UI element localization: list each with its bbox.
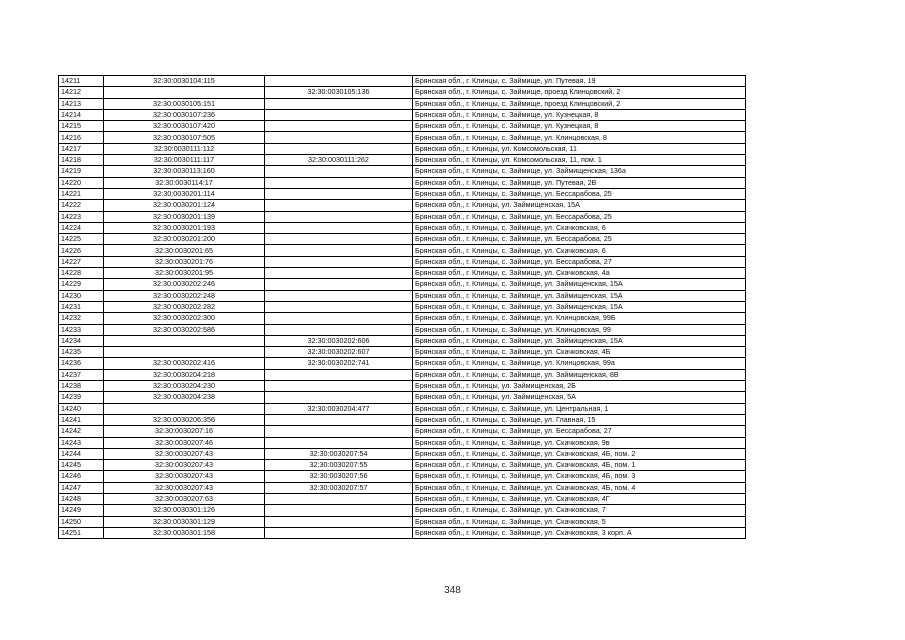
cell-record-number: 14243 — [59, 437, 104, 448]
cell-address: Брянская обл., г. Клинцы, ул. Займищенская, 5А — [413, 392, 746, 403]
table-row — [59, 121, 746, 132]
cell-record-number: 14222 — [59, 200, 104, 211]
table-row — [59, 527, 746, 538]
cell-premises-cadastral-number: 32:30:0030105:136 — [265, 87, 413, 98]
cell-cadastral-number — [104, 347, 265, 358]
cell-record-number: 14229 — [59, 279, 104, 290]
cell-address: Брянская обл., г. Клинцы, с. Займище, ул. Скачковская, 7 — [413, 505, 746, 516]
cell-address: Брянская обл., г. Клинцы, с. Займище, ул. Скачковская, 4Б, пом. 1 — [413, 460, 746, 471]
cell-address: Брянская обл., г. Клинцы, с. Займище, ул. Скачковская, 6 — [413, 222, 746, 233]
cell-premises-cadastral-number — [265, 132, 413, 143]
table-row — [59, 381, 746, 392]
cell-record-number: 14226 — [59, 245, 104, 256]
table-row — [59, 211, 746, 222]
table-row — [59, 448, 746, 459]
cell-record-number: 14220 — [59, 177, 104, 188]
cell-record-number: 14231 — [59, 301, 104, 312]
cell-record-number: 14214 — [59, 109, 104, 120]
cell-premises-cadastral-number — [265, 392, 413, 403]
cell-premises-cadastral-number — [265, 324, 413, 335]
cell-record-number: 14225 — [59, 234, 104, 245]
table-row — [59, 290, 746, 301]
cell-cadastral-number: 32:30:0030301:126 — [104, 505, 265, 516]
cell-address: Брянская обл., г. Клинцы, с. Займище, ул. Займищенская, 136а — [413, 166, 746, 177]
table-row — [59, 313, 746, 324]
cell-cadastral-number: 32:30:0030204:238 — [104, 392, 265, 403]
table-row — [59, 143, 746, 154]
cell-record-number: 14236 — [59, 358, 104, 369]
cell-premises-cadastral-number — [265, 290, 413, 301]
cell-address: Брянская обл., г. Клинцы, ул. Займищенская, 15А — [413, 200, 746, 211]
cell-premises-cadastral-number — [265, 268, 413, 279]
cell-premises-cadastral-number — [265, 369, 413, 380]
cell-address: Брянская обл., г. Клинцы, ул. Комсомольская, 11, пом. 1 — [413, 155, 746, 166]
cell-record-number: 14238 — [59, 381, 104, 392]
cell-cadastral-number: 32:30:0030201:200 — [104, 234, 265, 245]
cell-cadastral-number: 32:30:0030206:356 — [104, 414, 265, 425]
cell-premises-cadastral-number — [265, 222, 413, 233]
cell-address: Брянская обл., г. Клинцы, с. Займище, проезд Клинцовский, 2 — [413, 87, 746, 98]
registry-table-body — [59, 76, 746, 539]
cell-record-number: 14251 — [59, 527, 104, 538]
cell-cadastral-number: 32:30:0030207:46 — [104, 437, 265, 448]
cell-record-number: 14248 — [59, 493, 104, 504]
table-row — [59, 414, 746, 425]
cell-record-number: 14221 — [59, 188, 104, 199]
page-number: 348 — [444, 585, 461, 596]
cell-cadastral-number: 32:30:0030301:129 — [104, 516, 265, 527]
table-row — [59, 268, 746, 279]
cell-premises-cadastral-number: 32:30:0030207:54 — [265, 448, 413, 459]
table-row — [59, 279, 746, 290]
cell-cadastral-number: 32:30:0030201:65 — [104, 245, 265, 256]
table-row — [59, 166, 746, 177]
cell-address: Брянская обл., г. Клинцы, с. Займище, ул. Займищенская, 8В — [413, 369, 746, 380]
cell-premises-cadastral-number — [265, 437, 413, 448]
cell-premises-cadastral-number — [265, 505, 413, 516]
cell-address: Брянская обл., г. Клинцы, с. Займище, ул. Скачковская, 3 корп. А — [413, 527, 746, 538]
cell-premises-cadastral-number — [265, 177, 413, 188]
cell-cadastral-number: 32:30:0030201:139 — [104, 211, 265, 222]
cell-premises-cadastral-number — [265, 200, 413, 211]
cell-address: Брянская обл., г. Клинцы, с. Займище, ул. Скачковская, 4Б, пом. 2 — [413, 448, 746, 459]
cell-cadastral-number: 32:30:0030113:160 — [104, 166, 265, 177]
cell-cadastral-number: 32:30:0030201:124 — [104, 200, 265, 211]
cell-address: Брянская обл., г. Клинцы, с. Займище, ул. Бессарабова, 25 — [413, 234, 746, 245]
table-row — [59, 245, 746, 256]
cell-cadastral-number: 32:30:0030107:420 — [104, 121, 265, 132]
cell-record-number: 14232 — [59, 313, 104, 324]
table-row — [59, 188, 746, 199]
cell-address: Брянская обл., г. Клинцы, с. Займище, ул. Клинцовская, 8 — [413, 132, 746, 143]
cell-address: Брянская обл., г. Клинцы, с. Займище, ул. Скачковская, 4а — [413, 268, 746, 279]
cell-address: Брянская обл., г. Клинцы, с. Займище, ул. Бессарабова, 25 — [413, 211, 746, 222]
cell-record-number: 14224 — [59, 222, 104, 233]
cell-address: Брянская обл., г. Клинцы, с. Займище, проезд Клинцовский, 2 — [413, 98, 746, 109]
cell-record-number: 14249 — [59, 505, 104, 516]
cell-premises-cadastral-number — [265, 211, 413, 222]
cell-premises-cadastral-number — [265, 121, 413, 132]
cell-premises-cadastral-number — [265, 301, 413, 312]
cell-premises-cadastral-number — [265, 414, 413, 425]
table-row — [59, 324, 746, 335]
cell-record-number: 14215 — [59, 121, 104, 132]
cell-record-number: 14242 — [59, 426, 104, 437]
cell-premises-cadastral-number: 32:30:0030207:55 — [265, 460, 413, 471]
cell-cadastral-number — [104, 403, 265, 414]
cell-record-number: 14227 — [59, 256, 104, 267]
cell-premises-cadastral-number — [265, 279, 413, 290]
cell-record-number: 14246 — [59, 471, 104, 482]
cell-address: Брянская обл., г. Клинцы, с. Займище, ул. Займищенская, 15А — [413, 301, 746, 312]
cell-record-number: 14211 — [59, 76, 104, 87]
cell-cadastral-number: 32:30:0030201:193 — [104, 222, 265, 233]
cell-address: Брянская обл., г. Клинцы, с. Займище, ул. Скачковская, 4Б, пом. 4 — [413, 482, 746, 493]
cell-address: Брянская обл., г. Клинцы, с. Займище, ул. Займищенская, 15А — [413, 279, 746, 290]
cell-address: Брянская обл., г. Клинцы, ул. Комсомольская, 11 — [413, 143, 746, 154]
cell-cadastral-number: 32:30:0030105:151 — [104, 98, 265, 109]
cell-record-number: 14219 — [59, 166, 104, 177]
cell-record-number: 14223 — [59, 211, 104, 222]
cell-premises-cadastral-number: 32:30:0030111:262 — [265, 155, 413, 166]
cell-record-number: 14250 — [59, 516, 104, 527]
cell-cadastral-number: 32:30:0030202:246 — [104, 279, 265, 290]
cell-record-number: 14235 — [59, 347, 104, 358]
cell-premises-cadastral-number — [265, 188, 413, 199]
cell-cadastral-number: 32:30:0030207:43 — [104, 460, 265, 471]
table-row — [59, 132, 746, 143]
table-row — [59, 471, 746, 482]
cell-address: Брянская обл., г. Клинцы, с. Займище, ул. Кузнецкая, 8 — [413, 121, 746, 132]
cell-cadastral-number: 32:30:0030111:112 — [104, 143, 265, 154]
cell-premises-cadastral-number: 32:30:0030202:607 — [265, 347, 413, 358]
cell-address: Брянская обл., г. Клинцы, с. Займище, ул. Скачковская, 9в — [413, 437, 746, 448]
cell-cadastral-number: 32:30:0030202:586 — [104, 324, 265, 335]
cell-premises-cadastral-number: 32:30:0030204:477 — [265, 403, 413, 414]
cell-record-number: 14230 — [59, 290, 104, 301]
cell-record-number: 14213 — [59, 98, 104, 109]
cell-address: Брянская обл., г. Клинцы, с. Займище, ул. Бессарабова, 25 — [413, 188, 746, 199]
table-row — [59, 369, 746, 380]
cell-cadastral-number: 32:30:0030202:416 — [104, 358, 265, 369]
table-row — [59, 392, 746, 403]
cell-premises-cadastral-number — [265, 313, 413, 324]
cell-premises-cadastral-number — [265, 245, 413, 256]
cell-premises-cadastral-number — [265, 76, 413, 87]
cell-address: Брянская обл., г. Клинцы, с. Займище, ул. Клинцовская, 99 — [413, 324, 746, 335]
cell-cadastral-number — [104, 87, 265, 98]
cell-cadastral-number: 32:30:0030201:114 — [104, 188, 265, 199]
table-row — [59, 109, 746, 120]
cell-address: Брянская обл., г. Клинцы, с. Займище, ул. Скачковская, 4Б, пом. 3 — [413, 471, 746, 482]
cell-record-number: 14240 — [59, 403, 104, 414]
cell-record-number: 14245 — [59, 460, 104, 471]
cell-premises-cadastral-number — [265, 381, 413, 392]
cell-cadastral-number: 32:30:0030201:76 — [104, 256, 265, 267]
cell-record-number: 14239 — [59, 392, 104, 403]
cell-address: Брянская обл., г. Клинцы, с. Займище, ул. Путевая, 19 — [413, 76, 746, 87]
table-row — [59, 516, 746, 527]
table-row — [59, 177, 746, 188]
table-row — [59, 482, 746, 493]
table-row — [59, 335, 746, 346]
cell-cadastral-number: 32:30:0030207:43 — [104, 482, 265, 493]
table-row — [59, 256, 746, 267]
cell-cadastral-number: 32:30:0030204:218 — [104, 369, 265, 380]
table-row — [59, 493, 746, 504]
cell-cadastral-number: 32:30:0030301:158 — [104, 527, 265, 538]
cell-address: Брянская обл., г. Клинцы, с. Займище, ул. Бессарабова, 27 — [413, 256, 746, 267]
table-row — [59, 347, 746, 358]
cell-address: Брянская обл., г. Клинцы, с. Займище, ул. Клинцовская, 99а — [413, 358, 746, 369]
cell-premises-cadastral-number — [265, 98, 413, 109]
cell-address: Брянская обл., г. Клинцы, с. Займище, ул. Займищенская, 15А — [413, 335, 746, 346]
cell-cadastral-number: 32:30:0030104:115 — [104, 76, 265, 87]
cell-record-number: 14218 — [59, 155, 104, 166]
cell-cadastral-number: 32:30:0030207:43 — [104, 471, 265, 482]
cell-record-number: 14216 — [59, 132, 104, 143]
cell-address: Брянская обл., г. Клинцы, с. Займище, ул. Клинцовская, 99Б — [413, 313, 746, 324]
cell-premises-cadastral-number — [265, 256, 413, 267]
cell-premises-cadastral-number — [265, 493, 413, 504]
cell-premises-cadastral-number: 32:30:0030202:741 — [265, 358, 413, 369]
cell-record-number: 14228 — [59, 268, 104, 279]
cell-cadastral-number: 32:30:0030202:282 — [104, 301, 265, 312]
cell-cadastral-number: 32:30:0030114:17 — [104, 177, 265, 188]
cell-address: Брянская обл., г. Клинцы, с. Займище, ул. Скачковская, 6 — [413, 245, 746, 256]
table-row — [59, 505, 746, 516]
cell-premises-cadastral-number — [265, 516, 413, 527]
cell-cadastral-number: 32:30:0030202:300 — [104, 313, 265, 324]
registry-table — [58, 75, 746, 539]
cell-address: Брянская обл., г. Клинцы, с. Займище, ул. Путевая, 2В — [413, 177, 746, 188]
cell-premises-cadastral-number: 32:30:0030202:606 — [265, 335, 413, 346]
table-row — [59, 200, 746, 211]
cell-record-number: 14233 — [59, 324, 104, 335]
cell-address: Брянская обл., г. Клинцы, ул. Займищенская, 2Б — [413, 381, 746, 392]
table-row — [59, 301, 746, 312]
cell-cadastral-number: 32:30:0030204:230 — [104, 381, 265, 392]
table-row — [59, 403, 746, 414]
cell-address: Брянская обл., г. Клинцы, с. Займище, ул. Займищенская, 15А — [413, 290, 746, 301]
cell-cadastral-number: 32:30:0030111:117 — [104, 155, 265, 166]
cell-record-number: 14247 — [59, 482, 104, 493]
cell-address: Брянская обл., г. Клинцы, с. Займище, ул. Кузнецкая, 8 — [413, 109, 746, 120]
table-row — [59, 460, 746, 471]
table-row — [59, 98, 746, 109]
cell-cadastral-number: 32:30:0030107:236 — [104, 109, 265, 120]
cell-cadastral-number: 32:30:0030207:43 — [104, 448, 265, 459]
table-row — [59, 87, 746, 98]
table-row — [59, 437, 746, 448]
cell-cadastral-number: 32:30:0030201:95 — [104, 268, 265, 279]
cell-address: Брянская обл., г. Клинцы, с. Займище, ул. Бессарабова, 27 — [413, 426, 746, 437]
cell-premises-cadastral-number — [265, 527, 413, 538]
cell-premises-cadastral-number — [265, 109, 413, 120]
cell-address: Брянская обл., г. Клинцы, с. Займище, ул. Центральная, 1 — [413, 403, 746, 414]
cell-address: Брянская обл., г. Клинцы, с. Займище, ул. Скачковская, 5 — [413, 516, 746, 527]
cell-record-number: 14234 — [59, 335, 104, 346]
table-row — [59, 426, 746, 437]
cell-cadastral-number: 32:30:0030202:248 — [104, 290, 265, 301]
table-row — [59, 222, 746, 233]
cell-record-number: 14241 — [59, 414, 104, 425]
table-row — [59, 76, 746, 87]
cell-premises-cadastral-number — [265, 143, 413, 154]
cell-record-number: 14244 — [59, 448, 104, 459]
cell-premises-cadastral-number — [265, 426, 413, 437]
cell-premises-cadastral-number — [265, 166, 413, 177]
cell-record-number: 14217 — [59, 143, 104, 154]
cell-premises-cadastral-number: 32:30:0030207:56 — [265, 471, 413, 482]
cell-premises-cadastral-number — [265, 234, 413, 245]
table-row — [59, 155, 746, 166]
cell-cadastral-number: 32:30:0030207:16 — [104, 426, 265, 437]
cell-cadastral-number — [104, 335, 265, 346]
cell-premises-cadastral-number: 32:30:0030207:57 — [265, 482, 413, 493]
cell-address: Брянская обл., г. Клинцы, с. Займище, ул. Скачковская, 4Б — [413, 347, 746, 358]
table-row — [59, 234, 746, 245]
cell-address: Брянская обл., г. Клинцы, с. Займище, ул. Главная, 15 — [413, 414, 746, 425]
cell-record-number: 14237 — [59, 369, 104, 380]
cell-cadastral-number: 32:30:0030207:63 — [104, 493, 265, 504]
cell-cadastral-number: 32:30:0030107:505 — [104, 132, 265, 143]
table-row — [59, 358, 746, 369]
cell-address: Брянская обл., г. Клинцы, с. Займище, ул. Скачковская, 4Г — [413, 493, 746, 504]
cell-record-number: 14212 — [59, 87, 104, 98]
